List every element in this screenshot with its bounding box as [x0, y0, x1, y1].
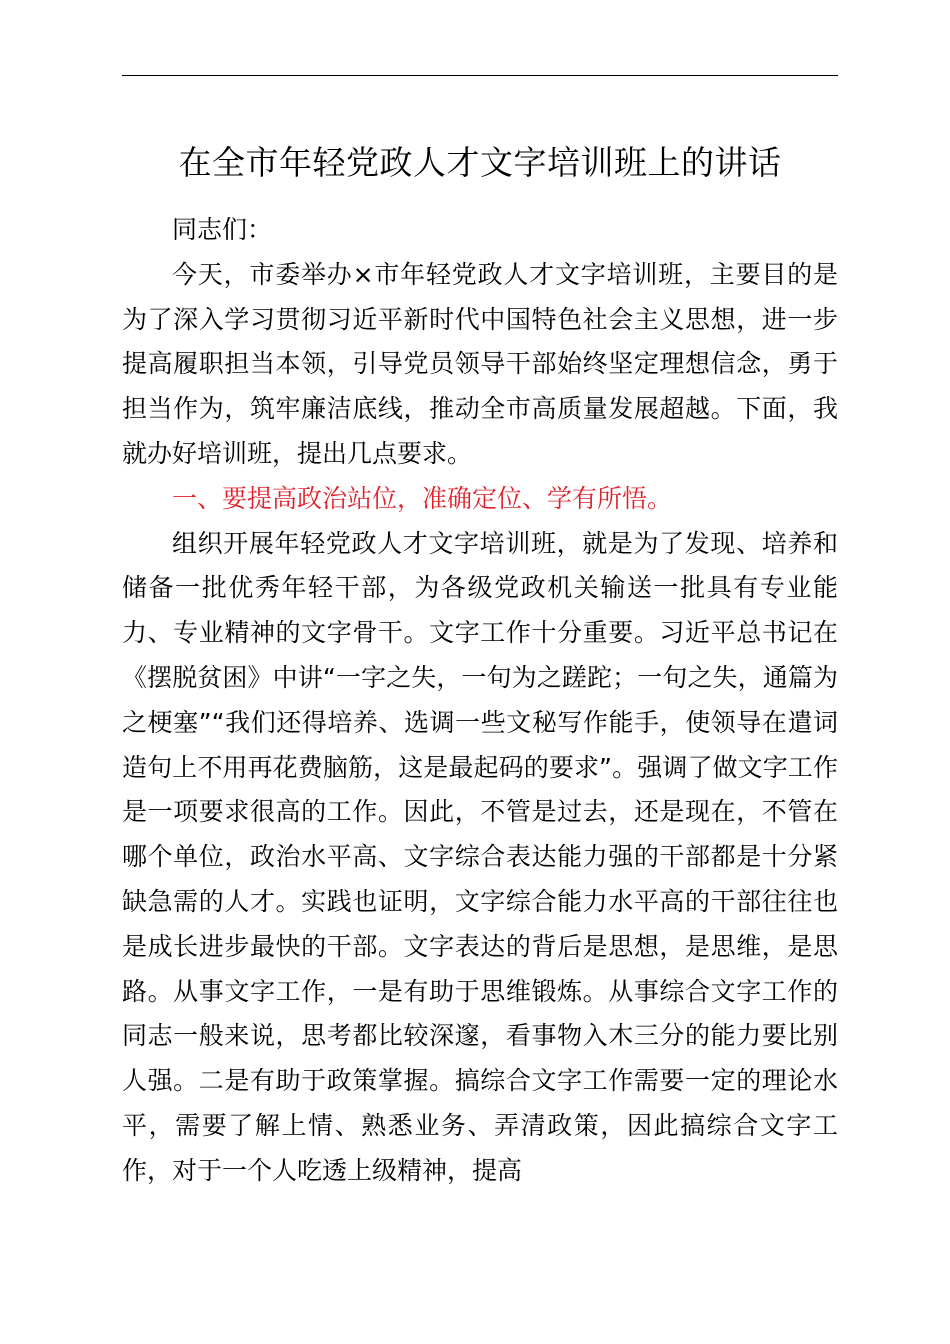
document-title: 在全市年轻党政人才文字培训班上的讲话: [178, 143, 782, 182]
document-body: [122, 208, 838, 1194]
salutation: 同志们：: [172, 215, 273, 244]
paragraph-section-1: 组织开展年轻党政人才文字培训班，就是为了发现、培养和储备一批优秀年轻干部，为各级党政机关输送一批具有专业能力、专业精神的文字骨干。文字工作十分重要。习近平总书记在《摆脱贫困》中讲“一字之失，一句为之蹉跎；一句之失，通篇为之梗塞”“我们还得培养、选调一些文秘写作能手，使领导在遣词造句上不用再花费脑筋，这是最起码的要求”。强调了做文字工作是一项要求很高的工作。因此，不管是过去，还是现在，不管在哪个单位，政治水平高、文字综合表达能力强的干部都是十分紧缺急需的人才。实践也证明，文字综合能力水平高的干部往往也是成长进步最快的干部。文字表达的背后是思想，是思维，是思路。从事文字工作，一是有助于思维锻炼。从事综合文字工作的同志一般来说，思考都比较深邃，看事物入木三分的能力要比别人强。二是有助于政策掌握。搞综合文字工作需要一定的理论水平，需要了解上情、熟悉业务、弄清政策，因此搞综合文字工作，对于一个人吃透上级精神，提高: [122, 528, 838, 1185]
header-rule: [122, 75, 838, 76]
section-heading-1: 一、要提高政治站位，准确定位、学有所悟。: [172, 483, 673, 513]
paragraph-intro: 今天，市委举办×市年轻党政人才文字培训班，主要目的是为了深入学习贯彻习近平新时代中国特色社会主义思想，进一步提高履职担当本领，引导党员领导干部始终坚定理想信念，勇于担当作为，筑牢廉洁底线，推动全市高质量发展超越。下面，我就办好培训班，提出几点要求。: [122, 259, 838, 468]
